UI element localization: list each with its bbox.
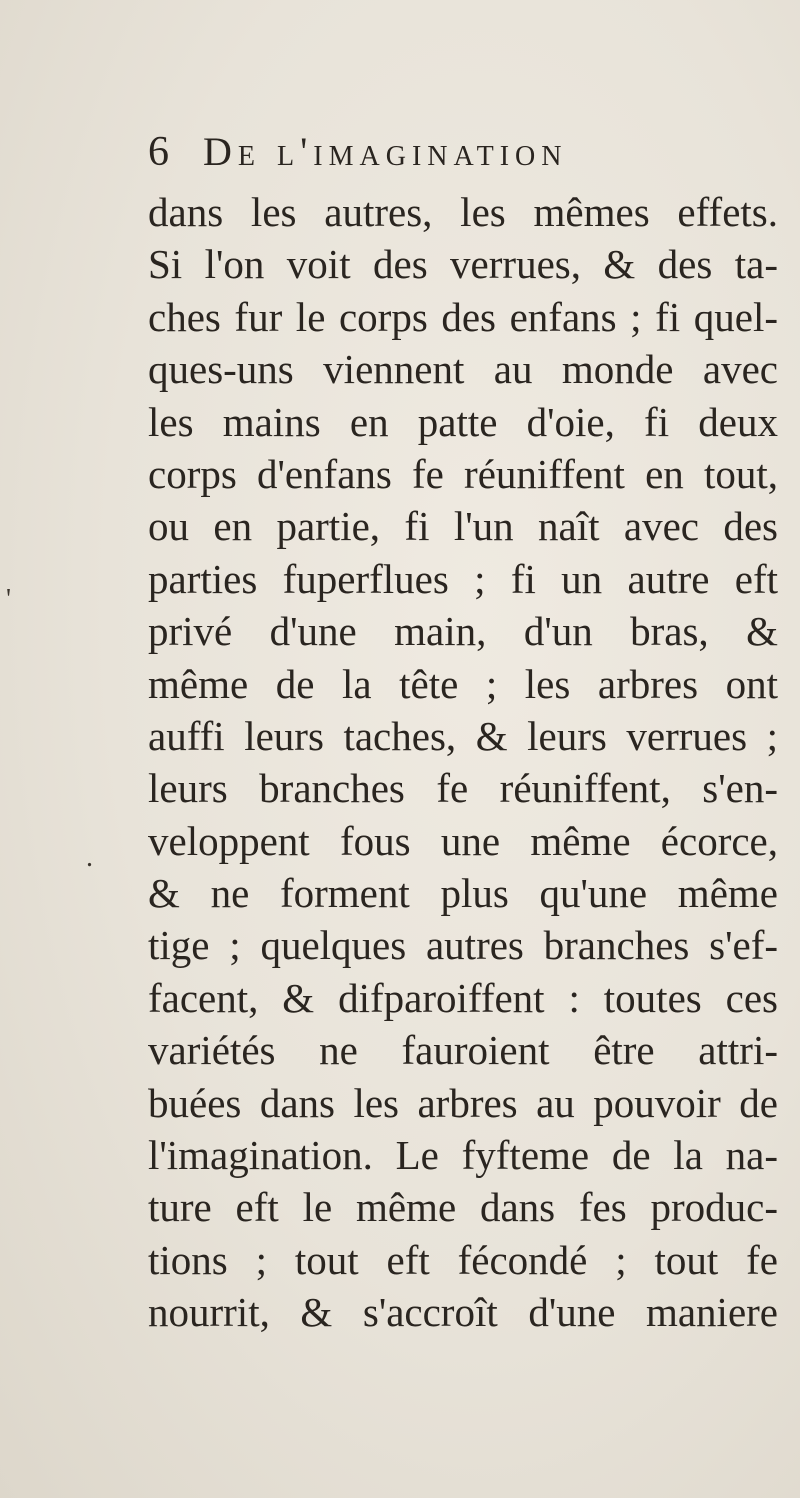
text-line: privé d'une main, d'un bras, &	[148, 608, 778, 655]
text-line: corps d'enfans fe réuniffent en tout,	[148, 450, 778, 497]
text-line: Si l'on voit des verrues, & des ta-	[148, 241, 778, 288]
text-line: veloppent fous une même écorce,	[148, 817, 778, 864]
text-line: même de la tête ; les arbres ont	[148, 660, 778, 707]
text-line: l'imagination. Le fyfteme de la na-	[148, 1132, 778, 1179]
text-line: ture eft le même dans fes produc-	[148, 1184, 778, 1231]
margin-speck: .	[86, 842, 93, 873]
text-line: & ne forment plus qu'une même	[148, 870, 778, 917]
body-text	[148, 186, 778, 1339]
text-line: tions ; tout eft fécondé ; tout fe	[148, 1236, 778, 1283]
text-line: auffi leurs taches, & leurs verrues ;	[148, 712, 778, 759]
text-line: variétés ne fauroient être attri-	[148, 1027, 778, 1074]
page-number: 6	[148, 129, 169, 175]
text-line: parties fuperflues ; fi un autre eft	[148, 555, 778, 602]
text-line: tige ; quelques autres branches s'ef-	[148, 922, 778, 969]
margin-speck: '	[6, 584, 12, 615]
text-line: leurs branches fe réuniffent, s'en-	[148, 765, 778, 812]
text-line: dans les autres, les mêmes effets.	[148, 189, 778, 235]
text-line: ou en partie, fi l'un naît avec des	[148, 503, 778, 550]
text-line: ques-uns viennent au monde avec	[148, 346, 778, 393]
text-line: nourrit, & s'accroît d'une maniere	[148, 1289, 778, 1336]
running-head	[148, 128, 768, 182]
text-line: facent, & difparoiffent : toutes ces	[148, 974, 778, 1021]
text-line: les mains en patte d'oie, fi deux	[148, 398, 778, 445]
running-head-title: De l'imagination	[203, 129, 568, 174]
text-line: ches fur le corps des enfans ; fi quel-	[148, 293, 778, 340]
text-line: buées dans les arbres au pouvoir de	[148, 1079, 778, 1126]
